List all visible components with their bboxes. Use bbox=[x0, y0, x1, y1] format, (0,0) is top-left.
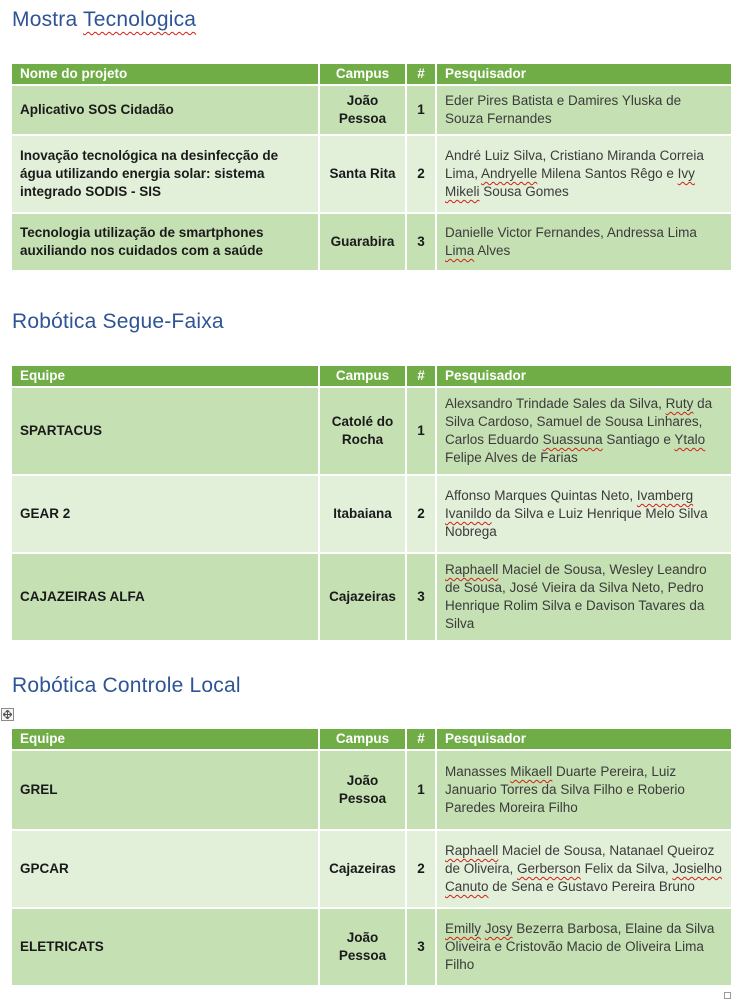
misspelled-word: Ivanildo bbox=[445, 506, 492, 521]
text-segment: Alexsandro Trindade Sales da Silva, bbox=[445, 396, 666, 411]
team-name-cell bbox=[11, 387, 319, 475]
four-arrows-move-icon bbox=[3, 706, 12, 724]
text-segment: GEAR 2 bbox=[20, 506, 71, 521]
table-row bbox=[11, 750, 732, 830]
campus-cell: João Pessoa bbox=[319, 908, 406, 986]
section-title bbox=[12, 672, 731, 700]
table-row bbox=[11, 213, 732, 271]
text-segment: Aplicativo SOS Cidadão bbox=[20, 102, 174, 117]
text-segment: Eder Pires Batista e Damires Yluska de Souza Fernandes bbox=[445, 93, 682, 126]
text-segment: Maciel de Sousa, Wesley Leandro de Sousa, José Vieira da Silva Neto, Pedro Henrique Rolim Silva e Davison Tavares da Silva bbox=[445, 562, 707, 631]
misspelled-word: Suassuna bbox=[542, 432, 603, 447]
text-segment: Affonso Marques Quintas Neto, bbox=[445, 488, 637, 503]
text-segment: Sousa Gomes bbox=[479, 184, 569, 199]
project-name-cell bbox=[11, 135, 319, 213]
header-row bbox=[11, 728, 732, 750]
campus-cell: Santa Rita bbox=[319, 135, 406, 213]
text-segment: Bezerra Barbosa, Elaine da Silva Oliveira e Cristovão Macio de Oliveira Lima Filho bbox=[445, 921, 715, 972]
researchers-cell bbox=[436, 830, 732, 908]
rank-cell: 3 bbox=[406, 908, 436, 986]
projects-table bbox=[10, 62, 733, 272]
team-name-cell bbox=[11, 830, 319, 908]
text-segment: CAJAZEIRAS ALFA bbox=[20, 589, 145, 604]
campus-cell: Catolé do Rocha bbox=[319, 387, 406, 475]
researchers-cell bbox=[436, 475, 732, 553]
col-header-researcher: Pesquisador bbox=[436, 365, 732, 387]
misspelled-word: Lima bbox=[445, 243, 475, 258]
table-resize-handle[interactable] bbox=[724, 992, 731, 999]
rank-cell: 1 bbox=[406, 387, 436, 475]
rank-cell: 3 bbox=[406, 553, 436, 641]
section-mostra-tecnologica bbox=[10, 6, 731, 272]
col-header-campus: Campus bbox=[319, 63, 406, 85]
text-segment: SPARTACUS bbox=[20, 423, 103, 438]
researchers-cell bbox=[436, 85, 732, 135]
col-header-campus: Campus bbox=[319, 728, 406, 750]
rank-cell: 1 bbox=[406, 85, 436, 135]
misspelled-word: Josielho bbox=[672, 861, 722, 876]
text-segment: Mostra bbox=[12, 8, 84, 31]
misspelled-word: Gerberson bbox=[517, 861, 581, 876]
teams-table bbox=[10, 364, 733, 642]
table-row bbox=[11, 85, 732, 135]
header-row bbox=[11, 63, 732, 85]
section-title bbox=[12, 308, 731, 336]
researchers-cell bbox=[436, 553, 732, 641]
table-row bbox=[11, 135, 732, 213]
researchers-cell bbox=[436, 750, 732, 830]
text-segment: GREL bbox=[20, 782, 58, 797]
campus-cell: Cajazeiras bbox=[319, 553, 406, 641]
campus-cell: Cajazeiras bbox=[319, 830, 406, 908]
text-segment: Manasses bbox=[445, 764, 511, 779]
text-segment: Duarte Pereira, Luiz Januario Torres da Silva Filho e Roberio Paredes Moreira Filho bbox=[445, 764, 685, 815]
project-name-cell bbox=[11, 85, 319, 135]
misspelled-word: Ruty bbox=[665, 396, 694, 411]
teams-table bbox=[10, 727, 733, 987]
researchers-cell bbox=[436, 387, 732, 475]
text-segment: Santiago e bbox=[602, 432, 675, 447]
table-row bbox=[11, 830, 732, 908]
team-name-cell bbox=[11, 475, 319, 553]
researchers-cell bbox=[436, 135, 732, 213]
rank-cell: 1 bbox=[406, 750, 436, 830]
text-segment: Alves bbox=[474, 243, 511, 258]
table-move-handle[interactable] bbox=[1, 708, 14, 721]
project-name-cell bbox=[11, 213, 319, 271]
text-segment: da Silva e Luiz Henrique Melo Silva Nobrega bbox=[445, 506, 708, 539]
table-wrapper bbox=[10, 364, 731, 642]
table-wrapper bbox=[10, 62, 731, 272]
text-segment: Danielle Victor Fernandes, Andressa Lima bbox=[445, 225, 697, 240]
text-segment: Robótica Controle Local bbox=[12, 674, 241, 697]
team-name-cell bbox=[11, 553, 319, 641]
col-header-team: Equipe bbox=[11, 728, 319, 750]
text-segment: GPCAR bbox=[20, 861, 69, 876]
text-segment: Tecnologia utilização de smartphones auxiliando nos cuidados com a saúde bbox=[20, 225, 264, 258]
misspelled-word: Ivamberg bbox=[636, 488, 694, 503]
table-row bbox=[11, 553, 732, 641]
misspelled-word: Raphaell bbox=[445, 843, 499, 858]
col-header-name: Nome do projeto bbox=[11, 63, 319, 85]
rank-cell: 2 bbox=[406, 135, 436, 213]
campus-cell: João Pessoa bbox=[319, 85, 406, 135]
col-header-campus: Campus bbox=[319, 365, 406, 387]
team-name-cell bbox=[11, 750, 319, 830]
campus-cell: João Pessoa bbox=[319, 750, 406, 830]
misspelled-word: Ivy bbox=[677, 166, 695, 181]
table-row bbox=[11, 387, 732, 475]
text-segment: ELETRICATS bbox=[20, 939, 104, 954]
text-segment: de Sena e Gustavo Pereira Bruno bbox=[488, 879, 695, 894]
campus-cell: Itabaiana bbox=[319, 475, 406, 553]
misspelled-word: Mikaell bbox=[510, 764, 553, 779]
col-header-rank: # bbox=[406, 728, 436, 750]
section-title bbox=[12, 6, 731, 34]
rank-cell: 2 bbox=[406, 830, 436, 908]
researchers-cell bbox=[436, 213, 732, 271]
misspelled-word: Ytalo bbox=[674, 432, 706, 447]
rank-cell: 3 bbox=[406, 213, 436, 271]
text-segment: Maciel de Sousa, Natanael Queiroz de Oliveira, bbox=[445, 843, 715, 876]
text-segment: Felipe Alves de Farias bbox=[445, 450, 578, 465]
campus-cell: Guarabira bbox=[319, 213, 406, 271]
misspelled-word: Emilly bbox=[445, 921, 481, 936]
misspelled-word: Tecnologica bbox=[83, 8, 197, 31]
team-name-cell bbox=[11, 908, 319, 986]
text-segment: Robótica Segue-Faixa bbox=[12, 310, 224, 333]
table-wrapper bbox=[10, 727, 731, 987]
rank-cell: 2 bbox=[406, 475, 436, 553]
misspelled-word: Andryelle bbox=[481, 166, 538, 181]
text-segment: Felix da Silva, bbox=[580, 861, 673, 876]
misspelled-word: Canuto bbox=[445, 879, 489, 894]
misspelled-word: Mikeli bbox=[445, 184, 480, 199]
col-header-researcher: Pesquisador bbox=[436, 63, 732, 85]
header-row bbox=[11, 365, 732, 387]
section-robotica-controle-local bbox=[10, 672, 731, 987]
table-row bbox=[11, 908, 732, 986]
text-segment: da Silva Cardoso, Samuel de Sousa Linhares, Carlos Eduardo bbox=[445, 396, 713, 447]
col-header-rank: # bbox=[406, 63, 436, 85]
misspelled-word: Raphaell bbox=[445, 562, 499, 577]
text-segment: André Luiz Silva, Cristiano Miranda Correia Lima, bbox=[445, 148, 704, 181]
col-header-rank: # bbox=[406, 365, 436, 387]
col-header-researcher: Pesquisador bbox=[436, 728, 732, 750]
col-header-team: Equipe bbox=[11, 365, 319, 387]
misspelled-word: Josy bbox=[484, 921, 513, 936]
section-robotica-segue-faixa bbox=[10, 308, 731, 642]
text-segment: Inovação tecnológica na desinfecção de água utilizando energia solar: sistema integrado SODIS - SIS bbox=[20, 148, 279, 199]
researchers-cell bbox=[436, 908, 732, 986]
table-row bbox=[11, 475, 732, 553]
text-segment: Milena Santos Rêgo e bbox=[537, 166, 678, 181]
